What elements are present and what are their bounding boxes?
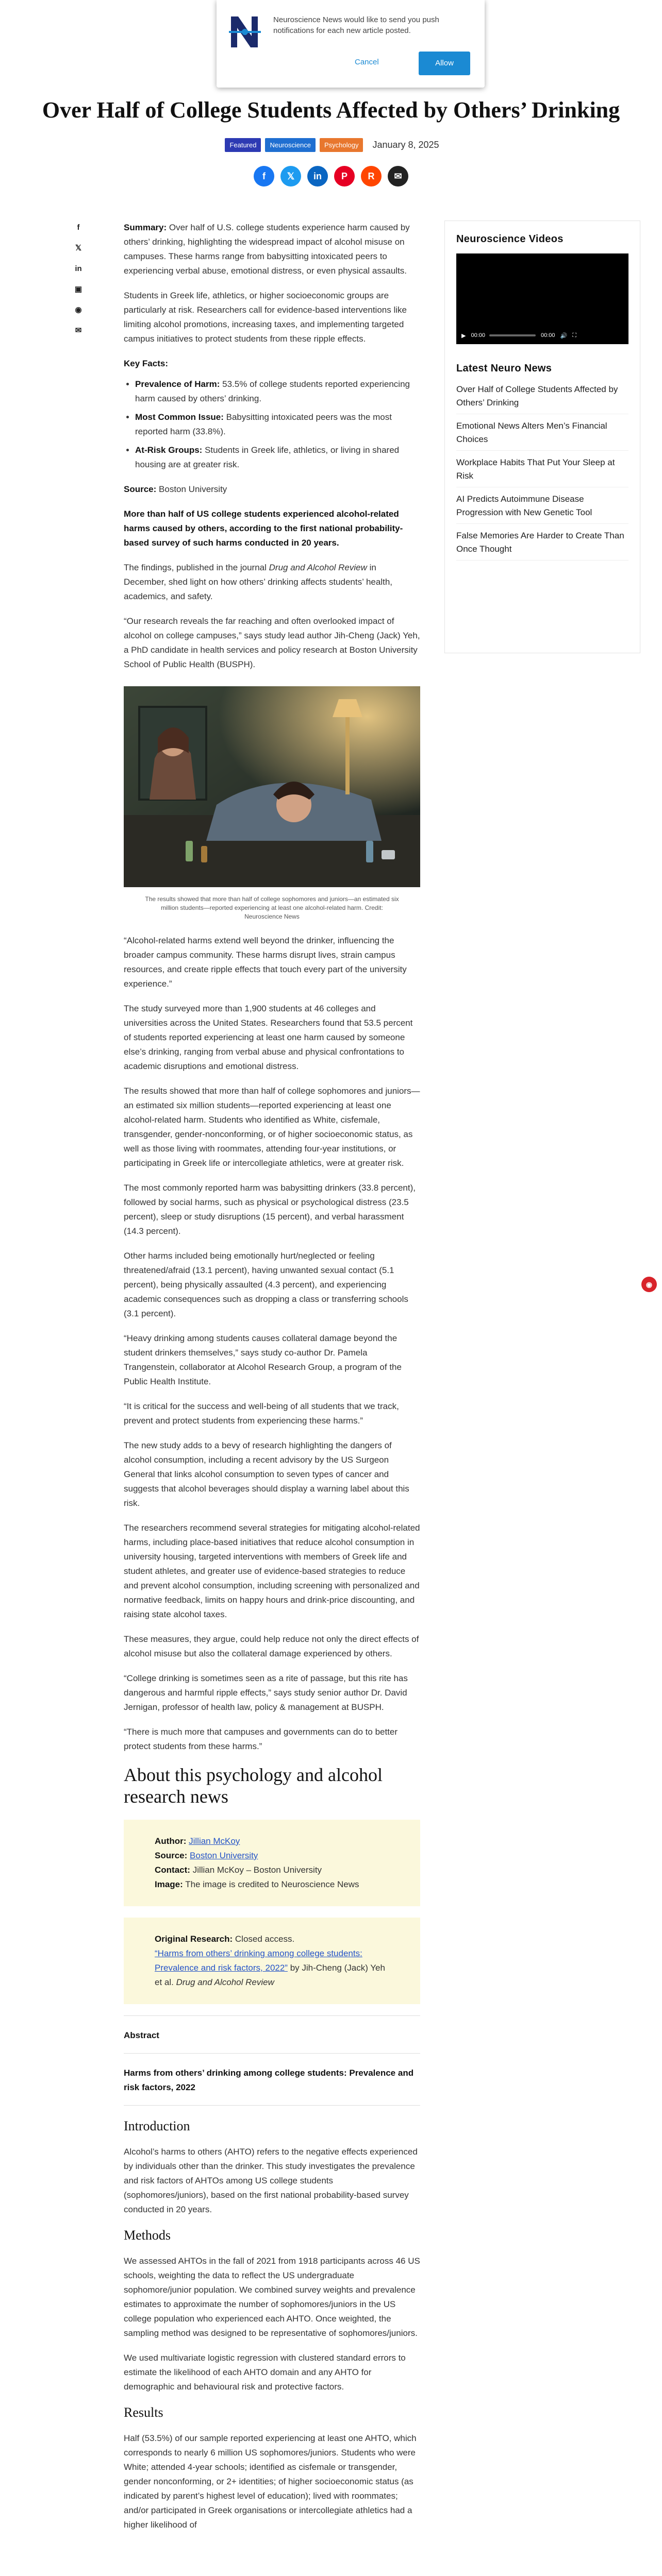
video-controls bbox=[456, 327, 628, 344]
key-fact-item bbox=[135, 377, 420, 406]
key-fact-text: 53.5% of college students reported experiencing harm caused by others’ drinking. bbox=[135, 379, 410, 403]
journal-name: Drug and Alcohol Review bbox=[176, 1977, 274, 1987]
source-label: Source: bbox=[124, 484, 157, 494]
play-icon[interactable]: ▶ bbox=[461, 332, 466, 339]
news-heading: Latest Neuro News bbox=[456, 363, 552, 374]
key-fact-item bbox=[135, 443, 420, 472]
lead-paragraph: More than half of US college students experienced alcohol-related harms caused by others, according to the first national probability-based survey of such harms conducted in 20 years. bbox=[124, 509, 403, 548]
news-item[interactable]: Emotional News Alters Men’s Financial Choices bbox=[456, 419, 628, 451]
push-notification-prompt bbox=[217, 0, 485, 88]
share-bar bbox=[0, 166, 662, 187]
access-note: Closed access. bbox=[235, 1934, 295, 1944]
about-author bbox=[155, 1834, 389, 1849]
current-time: 00:00 bbox=[471, 332, 485, 338]
paragraph: The most commonly reported harm was babysitting drinkers (33.8 percent), followed by social harms, such as physical or psychological distress (23.5 percent), sleep or study disruptions (15 percent), and verbal harassment (14.3 percent). bbox=[124, 1183, 416, 1236]
duration: 00:00 bbox=[541, 332, 555, 338]
news-item[interactable]: Workplace Habits That Put Your Sleep at Risk bbox=[456, 456, 628, 487]
divider bbox=[124, 2015, 420, 2016]
linkedin-share-icon[interactable]: in bbox=[307, 166, 328, 187]
divider bbox=[124, 2105, 420, 2106]
introduction-heading: Introduction bbox=[124, 2119, 190, 2133]
value: Jillian McKoy – Boston University bbox=[192, 1865, 322, 1875]
label: Author: bbox=[155, 1836, 187, 1846]
paragraph: The researchers recommend several strategies for mitigating alcohol-related harms, including place-based initiatives that reduce alcohol consumption in university housing, targeted interventions with members of Greek life and student athletes, and greater use of evidence-based strategies to reduce and prevent alcohol consumption, including screening with personalized and normative feedback, limits on happy hours and drink-price discounting, and raising state alcohol taxes. bbox=[124, 1523, 420, 1619]
key-facts-list bbox=[135, 377, 420, 472]
article-illustration-image bbox=[124, 686, 420, 887]
paragraph: These measures, they argue, could help reduce not only the direct effects of alcohol misuse but also the collateral damage experienced by others. bbox=[124, 1634, 419, 1658]
authors: by Jih-Cheng (Jack) Yeh et al. bbox=[155, 1963, 385, 1987]
paragraph: “College drinking is sometimes seen as a rite of passage, but this rite has dangerous and harmful ripple effects,” says study senior author Dr. David Jernigan, professor of health law, policy & management at BUSPH. bbox=[124, 1673, 408, 1712]
sidebar bbox=[444, 221, 640, 653]
x-icon[interactable]: 𝕏 bbox=[75, 244, 82, 252]
paragraph: The results showed that more than half of college sophomores and juniors—an estimated six million students—reported experiencing at least one alcohol-related harm. Students who identified as White, cisfemale, transgender, gender-nonconforming, or of higher socioeconomic status, as well as those living with roommates, attending four-year institutions, or participating in Greek life or intercollegiate athletics, were at greater risk. bbox=[124, 1086, 420, 1168]
notification-cancel-button[interactable]: Cancel bbox=[355, 58, 379, 66]
vertical-share-bar bbox=[72, 222, 85, 345]
volume-icon[interactable]: 🔊 bbox=[560, 332, 568, 339]
reddit-icon[interactable]: ◉ bbox=[75, 306, 82, 314]
facebook-share-icon[interactable]: f bbox=[254, 166, 274, 187]
key-fact-label: Prevalence of Harm: bbox=[135, 379, 220, 389]
methods-heading: Methods bbox=[124, 2228, 171, 2243]
videos-heading: Neuroscience Videos bbox=[456, 233, 564, 245]
linkedin-icon[interactable]: in bbox=[75, 264, 82, 273]
source-link[interactable]: Boston University bbox=[190, 1851, 258, 1860]
journal-name: Drug and Alcohol Review bbox=[269, 563, 367, 572]
tag-neuroscience[interactable]: Neuroscience bbox=[265, 138, 316, 152]
article-meta bbox=[0, 138, 662, 152]
x-share-icon[interactable]: 𝕏 bbox=[280, 166, 301, 187]
paragraph: The new study adds to a bevy of research highlighting the dangers of alcohol consumption, including a recent advisory by the US Surgeon General that links alcohol consumption to seven types of cancer and suggests that alcohol beverages should display a warning label about this risk. bbox=[124, 1440, 409, 1508]
source-value: Boston University bbox=[159, 484, 227, 494]
page-title: Over Half of College Students Affected by Others’ Drinking bbox=[42, 97, 620, 123]
paragraph: Students in Greek life, athletics, or higher socioeconomic groups are particularly at risk. Researchers call for evidence-based interventions like limiting alcohol promotions, increasing taxes, and implementing targeted campus initiatives to protect students from these ripple effects. bbox=[124, 291, 407, 344]
flipboard-icon[interactable]: ▣ bbox=[74, 285, 82, 294]
summary-label: Summary: bbox=[124, 223, 167, 232]
about-box bbox=[124, 1820, 420, 1906]
notification-allow-button[interactable]: Allow bbox=[419, 52, 470, 75]
key-fact-text: Babysitting intoxicated peers was the most reported harm (33.8%). bbox=[135, 412, 392, 436]
key-fact-item bbox=[135, 410, 420, 439]
reddit-share-icon[interactable]: R bbox=[361, 166, 382, 187]
article-body bbox=[124, 221, 420, 2543]
about-image bbox=[155, 1877, 389, 1892]
paragraph: “Our research reveals the far reaching and often overlooked impact of alcohol on college campuses,” says study lead author Jih-Cheng (Jack) Yeh, a PhD candidate in health services and policy research at Boston University School of Public Health (BUSPH). bbox=[124, 616, 420, 669]
news-item[interactable]: Over Half of College Students Affected by Others’ Drinking bbox=[456, 383, 628, 414]
label: Contact: bbox=[155, 1865, 190, 1875]
notification-text: Neuroscience News would like to send you push notifications for each new article posted. bbox=[273, 15, 439, 35]
original-research-box bbox=[124, 1918, 420, 2004]
value: The image is credited to Neuroscience News bbox=[185, 1879, 359, 1889]
results-heading: Results bbox=[124, 2405, 163, 2420]
title-text: Harms from others’ drinking among college students: Prevalence and risk factors, 2022 bbox=[124, 2068, 414, 2092]
key-fact-label: At-Risk Groups: bbox=[135, 445, 203, 455]
about-contact bbox=[155, 1863, 389, 1877]
video-progress-bar[interactable] bbox=[489, 334, 536, 336]
label: Image: bbox=[155, 1879, 183, 1889]
news-item[interactable]: False Memories Are Harder to Create Than Once Thought bbox=[456, 529, 628, 561]
label: Original Research: bbox=[155, 1934, 233, 1944]
facebook-icon[interactable]: f bbox=[77, 223, 80, 232]
email-share-icon[interactable]: ✉ bbox=[388, 166, 408, 187]
email-icon[interactable]: ✉ bbox=[75, 326, 82, 335]
paragraph: We used multivariate logistic regression with clustered standard errors to estimate the likelihood of each AHTO domain and any AHTO for demographic and behavioural risk and protective factors. bbox=[124, 2353, 406, 2392]
paragraph bbox=[124, 561, 420, 604]
paragraph: Half (53.5%) of our sample reported experiencing at least one AHTO, which corresponds to nearly 6 million US sophomores/juniors. Students who were White; attended 4-year schools; identified as cisfemale or transgender, gender nonconforming, or 2+ identities; of higher socioeconomic status (as indicated by parent’s highest level of education); lived with roommates; and/or participated in Greek organisations or intercollegiate athletics had a higher likelihood of bbox=[124, 2433, 417, 2530]
neuroscience-news-logo-icon bbox=[227, 11, 263, 54]
key-fact-label: Most Common Issue: bbox=[135, 412, 224, 422]
paragraph: “Heavy drinking among students causes collateral damage beyond the student drinkers themselves,” says study co-author Dr. Pamela Trangenstein, collaborator at Alcohol Research Group, a program of the Public Health Institute. bbox=[124, 1333, 402, 1386]
key-facts-heading: Key Facts: bbox=[124, 359, 168, 368]
video-player[interactable] bbox=[456, 253, 628, 344]
paragraph: “It is critical for the success and well-being of all students that we track, prevent and protect students from experiencing these harms.” bbox=[124, 1401, 399, 1426]
paragraph: Alcohol’s harms to others (AHTO) refers to the negative effects experienced by individuals other than the drinker. This study investigates the prevalence and risk factors of AHTOs among US college students (sophomores/juniors), based on the first national probability-based survey conducted in 20 years. bbox=[124, 2147, 418, 2214]
abstract-title bbox=[124, 2066, 420, 2095]
paragraph: “There is much more that campuses and governments can do to better protect students from these harms.” bbox=[124, 1727, 398, 1751]
about-source bbox=[155, 1849, 389, 1863]
summary-text: Over half of U.S. college students experience harm caused by others’ drinking, highlighting the widespread impact of alcohol misuse on campuses. These harms range from babysitting intoxicated peers to experiencing verbal abuse, emotional distress, or even physical assaults. bbox=[124, 223, 410, 276]
publish-date: January 8, 2025 bbox=[372, 140, 439, 150]
pinterest-share-icon[interactable]: P bbox=[334, 166, 355, 187]
label: Source: bbox=[155, 1851, 188, 1860]
tag-featured[interactable]: Featured bbox=[225, 138, 261, 152]
original-research-link[interactable]: “Harms from others’ drinking among college students: Prevalence and risk factors, 2022” bbox=[155, 1948, 362, 1973]
floating-action-icon[interactable]: ◉ bbox=[641, 1277, 657, 1292]
news-item[interactable]: AI Predicts Autoimmune Disease Progression with New Genetic Tool bbox=[456, 493, 628, 524]
summary bbox=[124, 221, 420, 278]
paragraph: The study surveyed more than 1,900 students at 46 colleges and universities across the United States. Researchers found that 53.5 percent of students reported experiencing at least one harm caused by someone else’s drinking, ranging from verbal abuse and physical confrontations to academic disruptions and emotional distress. bbox=[124, 1004, 413, 1071]
text: The findings, published in the journal bbox=[124, 563, 269, 572]
author-link[interactable]: Jillian McKoy bbox=[189, 1836, 240, 1846]
paragraph: “Alcohol-related harms extend well beyond the drinker, influencing the broader campus community. These harms disrupt lives, strain campus resources, and create ripple effects that touch every part of the university experience.” bbox=[124, 936, 407, 989]
about-heading: About this psychology and alcohol research news bbox=[124, 1765, 383, 1807]
tag-psychology[interactable]: Psychology bbox=[320, 138, 363, 152]
fullscreen-icon[interactable]: ⛶ bbox=[572, 332, 576, 338]
divider bbox=[124, 2053, 420, 2054]
text: in December, shed light on how others’ drinking affects students’ health, academics, and safety. bbox=[124, 563, 393, 601]
paragraph: We assessed AHTOs in the fall of 2021 from 1918 participants across 46 US schools, weighting the data to reflect the US undergraduate sophomore/junior population. We combined survey weights and prevalence estimates to approximate the number of sophomores/juniors in the US college population who experienced each AHTO. Once weighted, the sampling method was designed to be representative of sophomores/juniors. bbox=[124, 2256, 420, 2338]
source-line bbox=[124, 482, 420, 497]
key-fact-text: Students in Greek life, athletics, or living in shared housing are at greater risk. bbox=[135, 445, 400, 469]
paragraph: Other harms included being emotionally hurt/neglected or feeling threatened/afraid (13.1 percent), having unwanted sexual contact (5.1 percent), being physically assaulted (4.3 percent), and experiencing academic consequences such as dropping a class or transferring schools (3.1 percent). bbox=[124, 1251, 408, 1318]
abstract-heading bbox=[124, 2028, 420, 2043]
heading-text: Abstract bbox=[124, 2030, 159, 2040]
image-caption: The results showed that more than half of college sophomores and juniors—an estimated six million students—reported experiencing at least one alcohol-related harm. Credit: Neuroscience News bbox=[145, 895, 399, 920]
